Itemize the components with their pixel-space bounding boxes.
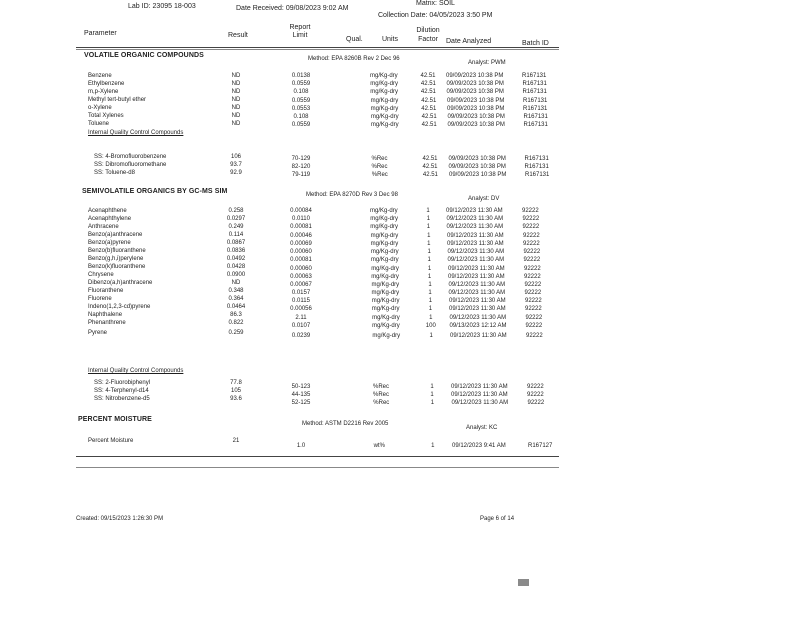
batch-id: R167131 — [525, 172, 550, 178]
footer-rule-2 — [76, 467, 559, 468]
batch-id: 92222 — [523, 257, 541, 263]
units: %Rec — [371, 164, 388, 170]
result-value: 0.0900 — [226, 272, 246, 278]
param-name: SS: 4-Terphenyl-d14 — [94, 388, 149, 394]
section-volatile-title: VOLATILE ORGANIC COMPOUNDS — [84, 52, 204, 59]
result-value: 0.0492 — [226, 256, 246, 262]
units: mg/Kg-dry — [370, 224, 398, 230]
result-value: ND — [231, 73, 241, 79]
param-name: Total Xylenes — [88, 113, 124, 119]
dilution-factor: 1 — [428, 282, 432, 288]
units: mg/Kg-dry — [372, 323, 400, 329]
header-rule-2 — [76, 49, 559, 50]
units: %Rec — [373, 400, 390, 406]
col-dilution-1: Dilution — [416, 27, 440, 34]
table-row — [0, 248, 800, 256]
dilution-factor: 1 — [430, 392, 434, 398]
batch-id: 92222 — [526, 333, 543, 339]
result-value: ND — [231, 280, 241, 286]
batch-id: R167131 — [522, 81, 547, 87]
batch-id: R167131 — [523, 122, 548, 128]
col-report-limit-2: Limit — [292, 32, 308, 39]
col-dilution-2: Factor — [418, 36, 438, 43]
units: mg/Kg-dry — [370, 81, 398, 87]
report-limit: 0.0115 — [292, 298, 310, 304]
report-limit: 0.00081 — [290, 224, 312, 230]
table-row — [0, 105, 800, 113]
dilution-factor: 1 — [426, 216, 431, 222]
units: %Rec — [371, 156, 388, 162]
result-value: ND — [231, 105, 241, 111]
date-analyzed: 09/12/2023 11:30 AM — [449, 306, 506, 312]
col-parameter: Parameter — [84, 30, 117, 37]
units: mg/Kg-dry — [371, 298, 400, 304]
units: %Rec — [373, 392, 390, 398]
dilution-factor: 1 — [428, 298, 433, 304]
batch-id: R167131 — [522, 73, 547, 79]
report-limit: 0.00069 — [290, 241, 312, 247]
dilution-factor: 1 — [428, 290, 432, 296]
batch-id: 92222 — [523, 233, 540, 239]
section-moisture-analyst: Analyst: KC — [466, 425, 498, 431]
param-name: Anthracene — [88, 224, 119, 230]
param-name: Acenaphthene — [88, 208, 127, 214]
report-limit: 0.00056 — [290, 306, 312, 312]
dilution-factor: 42.51 — [420, 81, 436, 87]
section-moisture-title: PERCENT MOISTURE — [78, 416, 152, 423]
date-analyzed: 09/12/2023 11:30 AM — [448, 266, 505, 272]
dilution-factor: 1 — [431, 443, 435, 449]
dilution-factor: 1 — [427, 241, 431, 247]
batch-id: 92222 — [523, 241, 540, 247]
date-analyzed: 09/09/2023 10:38 PM — [447, 114, 505, 120]
param-name: Ethylbenzene — [88, 81, 125, 87]
section-semivolatile-title: SEMIVOLATILE ORGANICS BY GC-MS SIM — [82, 188, 228, 195]
param-name: Percent Moisture — [88, 438, 134, 444]
collection-date: Collection Date: 04/05/2023 3:50 PM — [378, 12, 493, 19]
table-row — [0, 256, 800, 264]
dilution-factor: 1 — [427, 257, 431, 263]
report-limit: 2.11 — [295, 315, 307, 321]
param-name: Phenanthrene — [88, 320, 126, 326]
batch-id: R167131 — [523, 106, 548, 112]
report-limit: 0.108 — [293, 89, 309, 95]
batch-id: 92222 — [523, 249, 541, 255]
dilution-factor: 1 — [427, 249, 431, 255]
batch-id: 92222 — [524, 266, 541, 272]
dilution-factor: 42.51 — [421, 106, 437, 112]
result-value: 93.7 — [230, 162, 242, 168]
batch-id: 92222 — [527, 400, 545, 406]
result-value: 0.822 — [228, 320, 244, 326]
units: mg/Kg-dry — [370, 249, 399, 255]
result-value: 0.0297 — [226, 216, 246, 222]
units: mg/Kg-dry — [370, 98, 399, 104]
date-analyzed: 09/09/2023 10:38 PM — [447, 106, 505, 112]
param-name: o-Xylene — [88, 105, 112, 111]
dilution-factor: 42.51 — [421, 98, 437, 104]
table-row — [0, 170, 800, 178]
report-limit: 0.00063 — [290, 274, 312, 280]
table-row — [0, 388, 800, 396]
units: mg/Kg-dry — [370, 106, 399, 112]
report-limit: 0.108 — [293, 114, 309, 120]
batch-id: 92222 — [522, 216, 540, 222]
table-row — [0, 296, 800, 304]
param-name: Internal Quality Control Compounds — [88, 368, 184, 374]
dilution-factor: 42.51 — [422, 156, 438, 162]
batch-id: R167131 — [524, 164, 549, 170]
dilution-factor: 1 — [427, 266, 432, 272]
dilution-factor: 1 — [430, 400, 435, 406]
date-analyzed: 09/09/2023 10:38 PM — [446, 81, 504, 87]
report-limit: 0.0559 — [291, 81, 311, 87]
result-value: 0.259 — [228, 330, 244, 336]
dilution-factor: 42.51 — [421, 114, 437, 120]
batch-id: 92222 — [525, 306, 542, 312]
batch-id: 92222 — [522, 208, 539, 214]
report-limit: 82-120 — [291, 164, 311, 170]
param-name: Toluene — [88, 121, 110, 127]
report-limit: 52-125 — [291, 400, 311, 406]
param-name: Benzo(g,h,i)perylene — [88, 256, 144, 262]
result-value: 105 — [230, 388, 241, 394]
units: mg/Kg-dry — [370, 257, 399, 263]
date-analyzed: 09/12/2023 11:30 AM — [446, 216, 504, 222]
units: mg/Kg-dry — [370, 114, 399, 120]
param-name: SS: Nitrobenzene-d5 — [94, 396, 150, 402]
result-value: 0.0464 — [226, 304, 246, 310]
dilution-factor: 1 — [427, 274, 432, 280]
result-value: 77.8 — [230, 380, 242, 386]
report-limit: 79-119 — [291, 172, 311, 178]
table-row — [0, 312, 800, 320]
result-value: 106 — [230, 154, 241, 160]
report-limit: 0.0239 — [291, 333, 311, 339]
table-row — [0, 208, 800, 216]
units: %Rec — [373, 384, 390, 390]
result-value: 0.0428 — [226, 264, 246, 270]
dilution-factor: 42.51 — [421, 122, 437, 128]
report-limit: 0.00084 — [290, 208, 312, 214]
col-batch-id: Batch ID — [522, 40, 549, 47]
table-row — [0, 330, 800, 338]
table-row — [0, 368, 800, 376]
date-analyzed: 09/12/2023 9:41 AM — [452, 443, 506, 449]
units: mg/Kg-dry — [370, 73, 398, 79]
batch-id: R167131 — [524, 156, 549, 162]
units: mg/Kg-dry — [370, 208, 398, 214]
param-name: Fluorene — [88, 296, 112, 302]
units: mg/Kg-dry — [372, 333, 401, 339]
table-row — [0, 280, 800, 288]
date-analyzed: 09/09/2023 10:38 PM — [448, 164, 506, 170]
date-analyzed: 09/12/2023 11:30 AM — [447, 241, 504, 247]
report-limit: 70-129 — [291, 156, 311, 162]
result-value: ND — [231, 81, 241, 87]
result-value: ND — [231, 113, 241, 119]
table-row — [0, 130, 800, 138]
table-row — [0, 438, 800, 449]
table-row — [0, 89, 800, 97]
result-value: 0.249 — [228, 224, 244, 230]
units: mg/Kg-dry — [371, 282, 400, 288]
units: wt% — [373, 443, 385, 449]
date-analyzed: 09/09/2023 10:38 PM — [447, 98, 505, 104]
param-name: Benzo(a)pyrene — [88, 240, 131, 246]
table-row — [0, 216, 800, 224]
param-name: Indeno(1,2,3-cd)pyrene — [88, 304, 151, 310]
result-value: 0.364 — [228, 296, 244, 302]
units: mg/Kg-dry — [371, 290, 400, 296]
section-volatile-method: Method: EPA 8260B Rev 2 Dec 96 — [308, 56, 400, 62]
col-qual: Qual. — [346, 36, 363, 43]
dilution-factor: 1 — [429, 315, 433, 321]
report-limit: 44-135 — [291, 392, 311, 398]
section-moisture-method: Method: ASTM D2216 Rev 2005 — [302, 421, 389, 427]
units: mg/Kg-dry — [371, 306, 400, 312]
units: mg/Kg-dry — [370, 122, 399, 128]
batch-id: R167131 — [523, 114, 548, 120]
param-name: m,p-Xylene — [88, 89, 119, 95]
batch-id: 92222 — [522, 224, 540, 230]
result-value: ND — [231, 97, 241, 103]
date-analyzed: 09/12/2023 11:30 AM — [448, 290, 506, 296]
dilution-factor: 1 — [430, 384, 434, 390]
date-analyzed: 09/09/2023 10:38 PM — [447, 122, 505, 128]
date-analyzed: 09/09/2023 10:38 PM — [448, 156, 506, 162]
table-row — [0, 81, 800, 89]
param-name: Fluoranthene — [88, 288, 124, 294]
result-value: 0.114 — [228, 232, 244, 238]
result-value: 0.0867 — [226, 240, 246, 246]
param-name: SS: Toluene-d8 — [94, 170, 135, 176]
batch-id: R167131 — [522, 89, 547, 95]
batch-id: 92222 — [524, 274, 541, 280]
date-analyzed: 09/12/2023 11:30 AM — [449, 315, 507, 321]
param-name: SS: 4-Bromofluorobenzene — [94, 154, 167, 160]
param-name: Benzene — [88, 73, 112, 79]
batch-id: 92222 — [524, 290, 542, 296]
report-limit: 50-123 — [291, 384, 311, 390]
date-analyzed: 09/12/2023 11:30 AM — [451, 400, 509, 406]
date-analyzed: 09/12/2023 11:30 AM — [451, 384, 508, 390]
table-row — [0, 272, 800, 280]
header-rule — [76, 47, 559, 48]
report-limit: 0.00060 — [290, 266, 312, 272]
section-volatile-analyst: Analyst: PWM — [468, 60, 506, 66]
units: mg/Kg-dry — [370, 233, 399, 239]
param-name: Methyl tert-butyl ether — [88, 97, 147, 103]
date-analyzed: 09/12/2023 11:30 AM — [448, 274, 505, 280]
date-analyzed: 09/09/2023 10:38 PM — [446, 73, 504, 79]
table-row — [0, 73, 800, 81]
dilution-factor: 42.51 — [422, 172, 438, 178]
report-limit: 0.0553 — [291, 106, 311, 112]
table-row — [0, 396, 800, 404]
param-name: Chrysene — [88, 272, 114, 278]
footer-rule — [76, 456, 559, 457]
batch-id: R167131 — [523, 98, 548, 104]
table-row — [0, 240, 800, 248]
date-analyzed: 09/12/2023 11:30 AM — [447, 249, 505, 255]
table-row — [0, 154, 800, 162]
dilution-factor: 100 — [425, 323, 436, 329]
table-row — [0, 113, 800, 121]
report-limit: 0.0110 — [292, 216, 310, 222]
report-limit: 0.0157 — [291, 290, 311, 296]
param-name: Internal Quality Control Compounds — [88, 130, 184, 136]
batch-id: 92222 — [527, 392, 544, 398]
dilution-factor: 42.51 — [420, 73, 436, 79]
date-analyzed: 09/13/2023 12:12 AM — [449, 323, 507, 329]
batch-id: 92222 — [525, 298, 542, 304]
param-name: Dibenzo(a,h)anthracene — [88, 280, 153, 286]
batch-id: 92222 — [525, 323, 543, 329]
result-value: 93.6 — [230, 396, 242, 402]
report-limit: 0.0559 — [291, 98, 311, 104]
result-value: 21 — [232, 438, 240, 444]
batch-id: 92222 — [527, 384, 544, 390]
report-limit: 0.00046 — [290, 233, 312, 239]
param-name: Acenaphthylene — [88, 216, 132, 222]
date-analyzed: 09/12/2023 11:30 AM — [447, 233, 504, 239]
batch-id: R167127 — [528, 443, 553, 449]
units: mg/Kg-dry — [371, 266, 399, 272]
param-name: Benzo(a)anthracene — [88, 232, 143, 238]
dilution-factor: 1 — [426, 208, 430, 214]
col-report-limit-1: Report — [289, 24, 311, 31]
result-value: ND — [231, 121, 241, 127]
result-value: 0.0836 — [226, 248, 246, 254]
scan-mark — [518, 579, 529, 586]
param-name: SS: Dibromofluoromethane — [94, 162, 167, 168]
page-number: Page 6 of 14 — [480, 516, 515, 522]
date-analyzed: 09/12/2023 11:30 AM — [450, 333, 507, 339]
dilution-factor: 1 — [426, 224, 431, 230]
date-analyzed: 09/09/2023 10:38 PM — [449, 172, 507, 178]
result-value: ND — [231, 89, 241, 95]
table-row — [0, 232, 800, 240]
report-limit: 1.0 — [296, 443, 306, 449]
result-value: 0.348 — [228, 288, 244, 294]
batch-id: 92222 — [524, 282, 542, 288]
date-analyzed: 09/12/2023 11:30 AM — [449, 298, 506, 304]
date-analyzed: 09/12/2023 11:30 AM — [446, 208, 503, 214]
report-limit: 0.00060 — [290, 249, 312, 255]
table-row — [0, 162, 800, 170]
param-name: Benzo(b)fluoranthene — [88, 248, 146, 254]
date-analyzed: 09/12/2023 11:30 AM — [446, 224, 504, 230]
dilution-factor: 1 — [428, 306, 433, 312]
units: %Rec — [371, 172, 388, 178]
result-value: 92.9 — [230, 170, 242, 176]
units: mg/Kg-dry — [370, 216, 398, 222]
report-limit: 0.0138 — [291, 73, 311, 79]
table-row — [0, 320, 800, 328]
date-received: Date Received: 09/08/2023 9:02 AM — [236, 5, 349, 12]
param-name: Benzo(k)fluoranthene — [88, 264, 146, 270]
units: mg/Kg-dry — [370, 89, 398, 95]
units: mg/Kg-dry — [371, 274, 399, 280]
table-row — [0, 264, 800, 272]
units: mg/Kg-dry — [370, 241, 399, 247]
matrix: Matrix: SOIL — [416, 0, 455, 7]
batch-id: 92222 — [525, 315, 543, 321]
table-row — [0, 224, 800, 232]
date-analyzed: 09/09/2023 10:38 PM — [446, 89, 504, 95]
section-semivolatile-method: Method: EPA 8270D Rev 3 Dec 98 — [306, 192, 398, 198]
report-limit: 0.00081 — [290, 257, 312, 263]
table-row — [0, 380, 800, 388]
table-row — [0, 121, 800, 129]
dilution-factor: 42.51 — [422, 164, 438, 170]
date-analyzed: 09/12/2023 11:30 AM — [447, 257, 505, 263]
date-analyzed: 09/12/2023 11:30 AM — [451, 392, 508, 398]
col-result: Result — [228, 32, 248, 39]
table-row — [0, 304, 800, 312]
report-limit: 0.0559 — [291, 122, 311, 128]
units: mg/Kg-dry — [372, 315, 400, 321]
date-analyzed: 09/12/2023 11:30 AM — [448, 282, 506, 288]
col-units: Units — [382, 36, 398, 43]
result-value: 0.258 — [228, 208, 244, 214]
result-value: 86.3 — [230, 312, 242, 318]
created-timestamp: Created: 09/15/2023 1:26:30 PM — [76, 516, 164, 522]
report-limit: 0.00067 — [290, 282, 312, 288]
param-name: SS: 2-Fluorobiphenyl — [94, 380, 151, 386]
dilution-factor: 42.51 — [420, 89, 436, 95]
lab-id: Lab ID: 23095 18-003 — [128, 3, 196, 10]
col-date-analyzed: Date Analyzed — [446, 38, 492, 45]
report-limit: 0.0107 — [291, 323, 311, 329]
table-row — [0, 288, 800, 296]
param-name: Naphthalene — [88, 312, 123, 318]
dilution-factor: 1 — [427, 233, 431, 239]
dilution-factor: 1 — [429, 333, 433, 339]
table-row — [0, 97, 800, 105]
param-name: Pyrene — [88, 330, 108, 336]
section-semivolatile-analyst: Analyst: DV — [468, 196, 500, 202]
